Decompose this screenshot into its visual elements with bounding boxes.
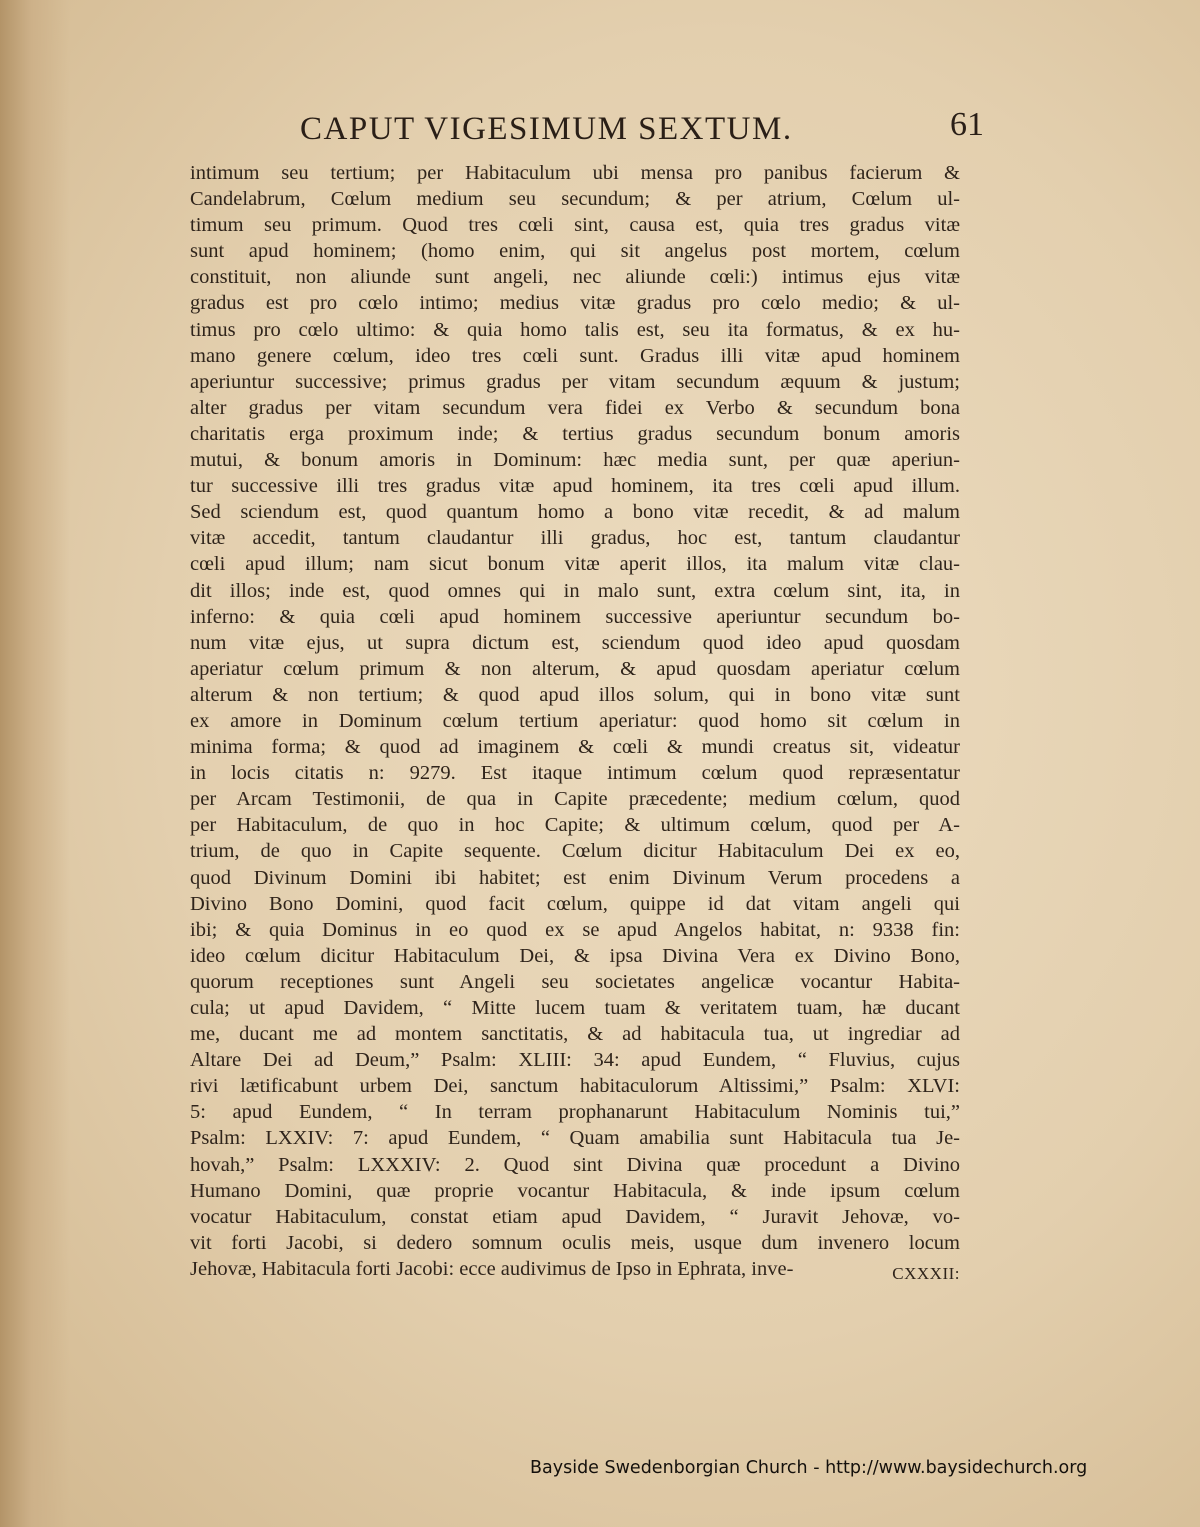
text-line: vit forti Jacobi, si dedero somnum oculis meis, usque dum invenero locum [190, 1231, 960, 1254]
text-line: vocatur Habitaculum, constat etiam apud Davidem, “ Juravit Jehovæ, vo- [190, 1205, 960, 1228]
text-line: trium, de quo in Capite sequente. Cœlum dicitur Habitaculum Dei ex eo, [190, 840, 960, 863]
catchword: CXXXII: [892, 1264, 960, 1283]
text-line: per Arcam Testimonii, de qua in Capite præcedente; medium cœlum, quod [190, 788, 960, 811]
text-line: aperiatur cœlum primum & non alterum, & apud quosdam aperiatur cœlum [190, 657, 960, 680]
text-line: hovah,” Psalm: LXXXIV: 2. Quod sint Divina quæ procedunt a Divino [190, 1153, 960, 1176]
text-line: aperiuntur successive; primus gradus per vitam secundum æquum & justum; [190, 370, 960, 393]
text-line: Jehovæ, Habitacula forti Jacobi: ecce audivimus de Ipso in Ephrata, inve- [190, 1257, 794, 1280]
text-line: timum seu primum. Quod tres cœli sint, causa est, quia tres gradus vitæ [190, 214, 960, 237]
body-text [190, 160, 960, 1282]
text-line: Divino Bono Domini, quod facit cœlum, quippe id dat vitam angeli qui [190, 892, 960, 915]
text-line: alterum & non tertium; & quod apud illos solum, qui in bono vitæ sunt [190, 683, 960, 706]
running-head: CAPUT VIGESIMUM SEXTUM. [300, 111, 793, 147]
text-line: mano genere cœlum, ideo tres cœli sunt. Gradus illi vitæ apud hominem [190, 344, 960, 367]
text-line: ideo cœlum dicitur Habitaculum Dei, & ipsa Divina Vera ex Divino Bono, [190, 944, 960, 967]
text-line: alter gradus per vitam secundum vera fidei ex Verbo & secundum bona [190, 396, 960, 419]
text-line: gradus est pro cœlo intimo; medius vitæ gradus pro cœlo medio; & ul- [190, 292, 960, 315]
text-line: sunt apud hominem; (homo enim, qui sit angelus post mortem, cœlum [190, 240, 960, 263]
text-line: Candelabrum, Cœlum medium seu secundum; & per atrium, Cœlum ul- [190, 188, 960, 211]
text-line: per Habitaculum, de quo in hoc Capite; & ultimum cœlum, quod per A- [190, 814, 960, 837]
text-line: quod Divinum Domini ibi habitet; est enim Divinum Verum procedens a [190, 866, 960, 889]
text-line: ex amore in Dominum cœlum tertium aperiatur: quod homo sit cœlum in [190, 709, 960, 732]
text-line: mutui, & bonum amoris in Dominum: hæc media sunt, per quæ aperiun- [190, 449, 960, 472]
text-line: 5: apud Eundem, “ In terram prophanarunt Habitaculum Nominis tui,” [190, 1101, 960, 1124]
text-line: minima forma; & quod ad imaginem & cœli & mundi creatus sit, videatur [190, 736, 960, 759]
text-line: Sed sciendum est, quod quantum homo a bono vitæ recedit, & ad malum [190, 501, 960, 524]
text-line: constituit, non aliunde sunt angeli, nec aliunde cœli:) intimus ejus vitæ [190, 266, 960, 289]
text-line: intimum seu tertium; per Habitaculum ubi mensa pro panibus facierum & [190, 162, 960, 184]
text-line: inferno: & quia cœli apud hominem successive aperiuntur secundum bo- [190, 605, 960, 628]
text-line: num vitæ ejus, ut supra dictum est, sciendum quod ideo apud quosdam [190, 631, 960, 654]
site-watermark: Bayside Swedenborgian Church - http://www.baysidechurch.org [530, 1458, 1088, 1478]
text-line: quorum receptiones sunt Angeli seu societates angelicæ vocantur Habita- [190, 970, 960, 993]
text-line: me, ducant me ad montem sanctitatis, & ad habitacula tua, ut ingrediar ad [190, 1023, 960, 1046]
text-line: Humano Domini, quæ proprie vocantur Habitacula, & inde ipsum cœlum [190, 1179, 960, 1202]
text-line: Altare Dei ad Deum,” Psalm: XLIII: 34: apud Eundem, “ Fluvius, cujus [190, 1049, 960, 1072]
text-line: dit illos; inde est, quod omnes qui in malo sunt, extra cœlum sint, ita, in [190, 579, 960, 602]
binding-shadow [0, 0, 70, 1527]
page-number: 61 [950, 106, 984, 143]
text-line: rivi lætificabunt urbem Dei, sanctum habitaculorum Altissimi,” Psalm: XLVI: [190, 1075, 960, 1098]
text-line: timus pro cœlo ultimo: & quia homo talis est, seu ita formatus, & ex hu- [190, 318, 960, 341]
text-line: ibi; & quia Dominus in eo quod ex se apud Angelos habitat, n: 9338 fin: [190, 918, 960, 941]
text-line: tur successive illi tres gradus vitæ apud hominem, ita tres cœli apud illum. [190, 475, 960, 498]
text-line: Psalm: LXXIV: 7: apud Eundem, “ Quam amabilia sunt Habitacula tua Je- [190, 1127, 960, 1150]
text-line: charitatis erga proximum inde; & tertius gradus secundum bonum amoris [190, 422, 960, 445]
text-line: vitæ accedit, tantum claudantur illi gradus, hoc est, tantum claudantur [190, 527, 960, 550]
text-line: cœli apud illum; nam sicut bonum vitæ aperit illos, ita malum vitæ clau- [190, 553, 960, 576]
text-line: in locis citatis n: 9279. Est itaque intimum cœlum quod repræsentatur [190, 762, 960, 785]
text-line: cula; ut apud Davidem, “ Mitte lucem tuam & veritatem tuam, hæ ducant [190, 997, 960, 1019]
